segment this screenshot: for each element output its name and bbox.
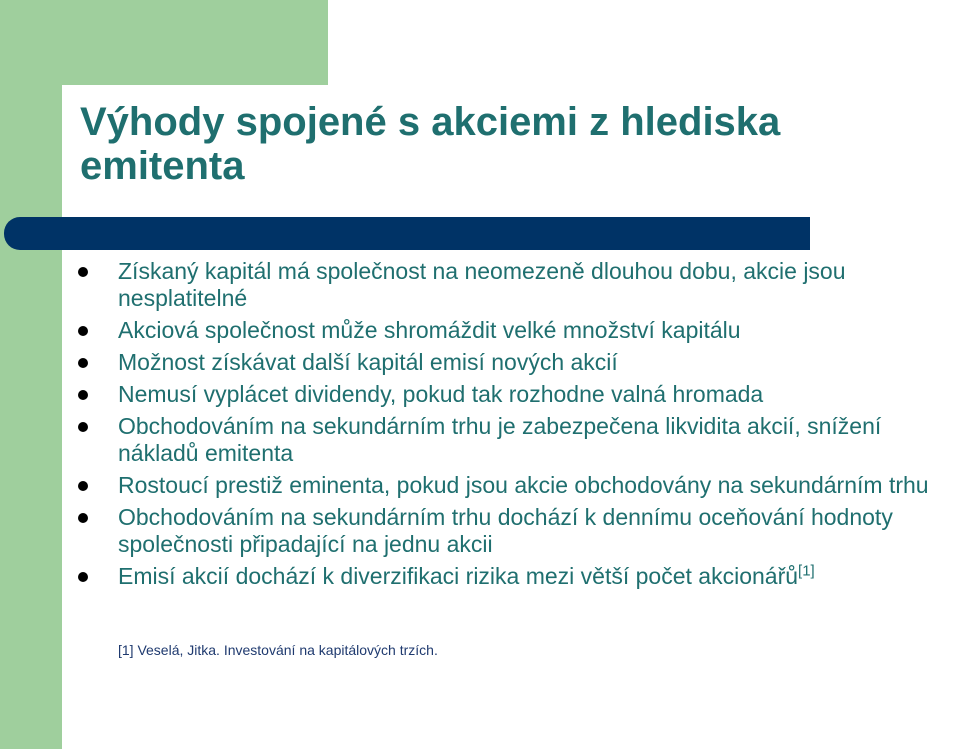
bullet-text: Rostoucí prestiž eminenta, pokud jsou akcie obchodovány na sekundárním trhu [118,472,929,498]
bullet-list [78,258,953,595]
bullet-dot-icon [78,422,88,432]
bullet-item [78,317,953,344]
bullet-item [78,258,953,312]
bullet-item [78,563,953,590]
bullet-dot-icon [78,513,88,523]
bullet-item [78,381,953,408]
footnote: [1] Veselá, Jitka. Investování na kapitálových trzích. [118,642,438,658]
bullet-text: Akciová společnost může shromáždit velké množství kapitálu [118,317,741,343]
bullet-dot-icon [78,390,88,400]
bullet-text: Získaný kapitál má společnost na neomezeně dlouhou dobu, akcie jsou nesplatitelné [118,258,846,311]
bullet-dot-icon [78,326,88,336]
title-divider-bar [4,217,810,250]
bullet-item [78,504,953,558]
bullet-text: Obchodováním na sekundárním trhu dochází k dennímu oceňování hodnoty společnosti připadající na jednu akcii [118,504,893,557]
footnote-reference-link[interactable]: [1] [798,562,815,580]
decor-green-side [0,0,62,749]
slide-title: Výhody spojené s akciemi z hlediska emitenta [80,100,781,188]
bullet-dot-icon [78,481,88,491]
bullet-dot-icon [78,572,88,582]
bullet-dot-icon [78,267,88,277]
bullet-item [78,349,953,376]
bullet-item [78,413,953,467]
bullet-text: Možnost získávat další kapitál emisí nových akcií [118,349,618,375]
bullet-text: Obchodováním na sekundárním trhu je zabezpečena likvidita akcií, snížení nákladů emitenta [118,413,882,466]
bullet-item [78,472,953,499]
bullet-text: Emisí akcií dochází k diverzifikaci rizika mezi větší počet akcionářů [118,563,799,589]
bullet-dot-icon [78,358,88,368]
bullet-text: Nemusí vyplácet dividendy, pokud tak rozhodne valná hromada [118,381,764,407]
